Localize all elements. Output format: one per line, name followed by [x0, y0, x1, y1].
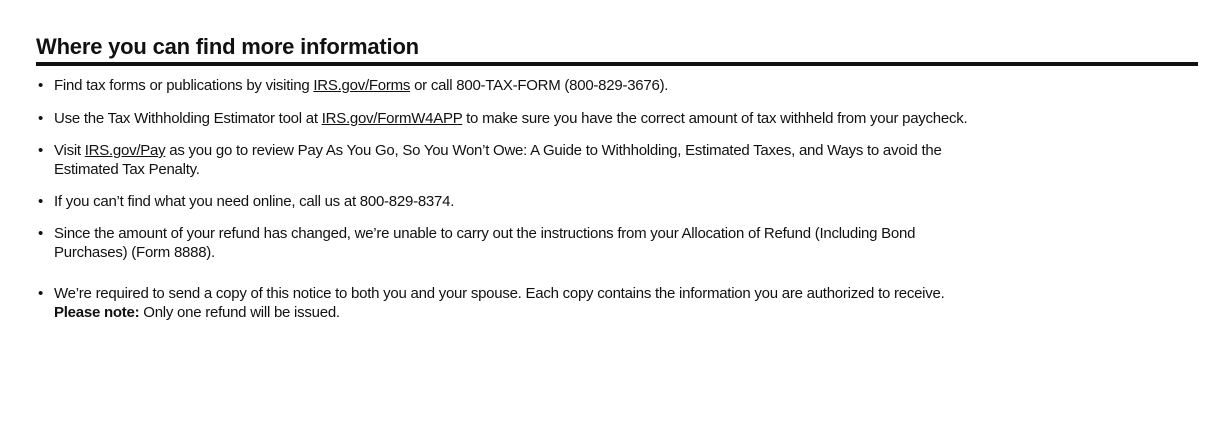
info-list	[36, 76, 1198, 322]
item-text: Visit	[54, 142, 85, 159]
bullet-icon: •	[38, 142, 44, 159]
item-text: Find tax forms or publications by visiting	[54, 77, 314, 94]
item-text: We’re required to send a copy of this notice to both you and your spouse. Each copy contains the information you are authorized to receive.	[54, 285, 945, 302]
irs-formw4app-link[interactable]: IRS.gov/FormW4APP	[321, 110, 463, 127]
section-title: Where you can find more information	[36, 34, 419, 59]
please-note-text: Only one refund will be issued.	[139, 304, 340, 321]
bullet-icon: •	[38, 77, 44, 94]
list-item-spouse-copy	[36, 284, 1198, 322]
item-text: If you can’t find what you need online, call us at 800-829-8374.	[54, 193, 455, 210]
item-text-continued: Estimated Tax Penalty.	[54, 161, 200, 178]
list-item-withholding-estimator	[36, 109, 1198, 128]
item-text-continued: Purchases) (Form 8888).	[54, 244, 215, 261]
bullet-icon: •	[38, 193, 44, 210]
bullet-icon: •	[38, 285, 44, 302]
list-item-pay	[36, 141, 1198, 179]
bullet-icon: •	[38, 225, 44, 242]
item-text: Use the Tax Withholding Estimator tool at	[54, 110, 322, 127]
list-item-phone	[36, 192, 1198, 211]
section-divider	[36, 62, 1198, 66]
bullet-icon: •	[38, 110, 44, 127]
item-text: Since the amount of your refund has changed, we’re unable to carry out the instructions from your Allocation of Refund (Including Bond	[54, 225, 916, 242]
list-item-forms	[36, 76, 1198, 95]
please-note-label: Please note:	[54, 304, 140, 321]
item-text: to make sure you have the correct amount of tax withheld from your paycheck.	[462, 110, 968, 127]
irs-forms-link[interactable]: IRS.gov/Forms	[313, 77, 411, 94]
list-item-refund-change	[36, 224, 1198, 262]
item-text: as you go to review Pay As You Go, So You Won’t Owe: A Guide to Withholding, Estimated Taxes, and Ways to avoid the	[165, 142, 942, 159]
item-text: or call 800-TAX-FORM (800-829-3676).	[410, 77, 669, 94]
irs-pay-link[interactable]: IRS.gov/Pay	[84, 142, 166, 159]
